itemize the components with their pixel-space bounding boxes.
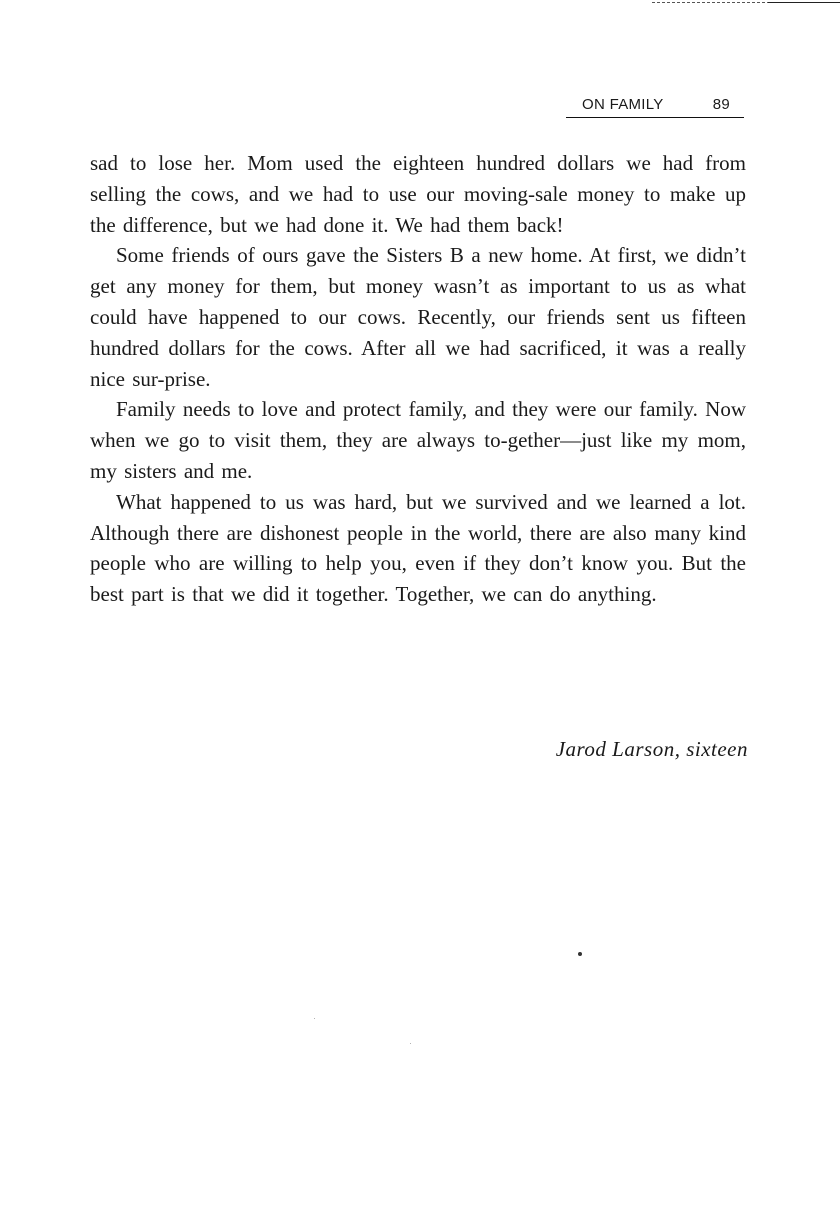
running-header bbox=[566, 93, 744, 118]
print-speck bbox=[410, 1043, 411, 1044]
paragraph-1: sad to lose her. Mom used the eighteen hundred dollars we had from selling the cows, and we had to use our moving-sale money to make up the difference, but we had done it. We had them back! bbox=[90, 151, 746, 237]
scan-edge-line-solid bbox=[768, 2, 840, 3]
section-title: ON FAMILY bbox=[582, 96, 664, 113]
print-speck bbox=[314, 1018, 315, 1019]
paragraph-3: Family needs to love and protect family, and they were our family. Now when we go to visit them, they are always to-gether—just like my mom, my sisters and me. bbox=[90, 397, 746, 483]
paragraph-4: What happened to us was hard, but we survived and we learned a lot. Although there are dishonest people in the world, there are also many kind people who are willing to help you, even if they don’t know you. But the best part is that we did it together. Together, we can do anything. bbox=[90, 489, 746, 607]
body-text bbox=[90, 148, 746, 610]
page-number: 89 bbox=[712, 96, 730, 113]
paragraph-2: Some friends of ours gave the Sisters B a new home. At first, we didn’t get any money for them, but money wasn’t as important to us as what could have happened to our cows. Recently, our friends sent us fifteen hundred dollars for the cows. After all we had sacrificed, it was a really nice sur-prise. bbox=[90, 243, 746, 391]
author-signature: Jarod Larson, sixteen bbox=[555, 737, 748, 761]
print-speck bbox=[578, 952, 582, 956]
